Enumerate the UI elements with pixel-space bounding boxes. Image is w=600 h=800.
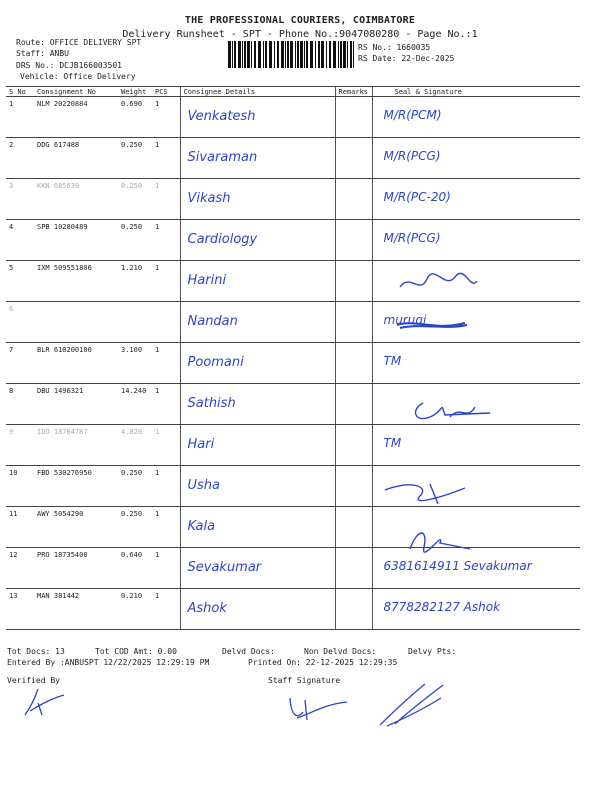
table-row bbox=[6, 302, 580, 343]
row-weight: 0.250 bbox=[118, 466, 152, 507]
signature-row11-icon bbox=[400, 523, 480, 555]
barcode-bar bbox=[300, 41, 303, 68]
barcode-bar bbox=[333, 41, 336, 68]
remarks-cell bbox=[335, 384, 372, 425]
barcode-bar bbox=[297, 41, 299, 68]
row-serial-number: 7 bbox=[6, 343, 34, 384]
barcode-bar bbox=[277, 41, 279, 68]
consignment-number: IDO 18784787 bbox=[34, 425, 118, 466]
barcode-bar bbox=[295, 41, 296, 68]
seal-signature-cell bbox=[372, 589, 580, 630]
consignee-name-cell bbox=[180, 466, 335, 507]
staff-signature-label: Staff Signature bbox=[268, 676, 341, 685]
barcode-bar bbox=[238, 41, 241, 68]
barcode-bar bbox=[329, 41, 331, 68]
barcode-bar bbox=[318, 41, 320, 68]
seal-signature-cell bbox=[372, 179, 580, 220]
total-docs: Tot Docs: 13 bbox=[7, 647, 65, 656]
row-pieces: 1 bbox=[152, 261, 180, 302]
table-row bbox=[6, 343, 580, 384]
remarks-cell bbox=[335, 261, 372, 302]
remarks-cell bbox=[335, 466, 372, 507]
consignee-name: Usha bbox=[187, 478, 220, 493]
barcode-bar bbox=[242, 41, 243, 68]
row-weight: 0.640 bbox=[118, 548, 152, 589]
barcode-bar bbox=[350, 41, 352, 68]
seal-signature-cell bbox=[372, 343, 580, 384]
consignee-name-cell bbox=[180, 179, 335, 220]
signature-row5-icon bbox=[395, 265, 485, 305]
table-row bbox=[6, 97, 580, 138]
row-serial-number: 4 bbox=[6, 220, 34, 261]
remarks-cell bbox=[335, 343, 372, 384]
consignee-name: Ashok bbox=[187, 601, 227, 616]
consignee-name-cell bbox=[180, 261, 335, 302]
row-weight: 0.250 bbox=[118, 179, 152, 220]
rs-number: RS No.: 1660035 bbox=[358, 43, 431, 52]
row-serial-number: 3 bbox=[6, 179, 34, 220]
consignee-name: Sevakumar bbox=[187, 560, 262, 575]
consignment-number: IXM 509551806 bbox=[34, 261, 118, 302]
barcode-bar bbox=[228, 41, 231, 68]
drs-number: DRS No.: DCJB166003501 bbox=[16, 61, 122, 70]
consignment-number: FBD 530276950 bbox=[34, 466, 118, 507]
row-pieces: 1 bbox=[152, 343, 180, 384]
remarks-cell bbox=[335, 425, 372, 466]
barcode-bar bbox=[290, 41, 293, 68]
consignee-name-cell bbox=[180, 507, 335, 548]
barcode-bar bbox=[285, 41, 286, 68]
remarks-cell bbox=[335, 548, 372, 589]
seal-signature: 8778282127 Ashok bbox=[383, 600, 501, 614]
row-serial-number: 11 bbox=[6, 507, 34, 548]
seal-signature: TM bbox=[383, 436, 402, 450]
row-pieces: 1 bbox=[152, 466, 180, 507]
route-label: Route: OFFICE DELIVERY SPT bbox=[16, 38, 142, 47]
col-seal-header: Seal & Signature bbox=[372, 87, 580, 97]
barcode-bar bbox=[274, 41, 275, 68]
consignee-name: Vikash bbox=[187, 191, 231, 206]
row-serial-number: 9 bbox=[6, 425, 34, 466]
barcode-bar bbox=[306, 41, 308, 68]
barcode-bar bbox=[343, 41, 346, 68]
consignee-name: Poomani bbox=[187, 355, 244, 370]
barcode-bar bbox=[338, 41, 339, 68]
seal-signature-cell bbox=[372, 220, 580, 261]
signature-row10-icon bbox=[380, 478, 470, 508]
entered-by: Entered By :ANBUSPT 12/22/2025 12:29:19 PM bbox=[7, 658, 210, 667]
row-weight bbox=[118, 302, 152, 343]
row-serial-number: 5 bbox=[6, 261, 34, 302]
consignment-number: PRO 18735400 bbox=[34, 548, 118, 589]
table-row bbox=[6, 425, 580, 466]
col-remarks-header: Remarks bbox=[335, 87, 372, 97]
table-row bbox=[6, 138, 580, 179]
runsheet-title: THE PROFESSIONAL COURIERS, COIMBATORE bbox=[184, 15, 416, 26]
remarks-cell bbox=[335, 97, 372, 138]
vehicle-label: Vehicle: Office Delivery bbox=[20, 72, 136, 81]
table-row bbox=[6, 507, 580, 548]
table-row bbox=[6, 466, 580, 507]
consignee-name-cell bbox=[180, 97, 335, 138]
row-pieces: 1 bbox=[152, 179, 180, 220]
row-serial-number: 2 bbox=[6, 138, 34, 179]
row-pieces: 1 bbox=[152, 384, 180, 425]
consignee-name-cell bbox=[180, 302, 335, 343]
consignee-name-cell bbox=[180, 343, 335, 384]
consignment-number: DBU 1496321 bbox=[34, 384, 118, 425]
barcode-bar bbox=[315, 41, 316, 68]
barcode-bar bbox=[265, 41, 267, 68]
row-weight: 0.250 bbox=[118, 507, 152, 548]
col-pcs-header: PCS bbox=[152, 87, 180, 97]
verifier-signature-icon bbox=[20, 685, 70, 720]
row-pieces: 1 bbox=[152, 507, 180, 548]
table-row bbox=[6, 220, 580, 261]
row-pieces bbox=[152, 302, 180, 343]
consignee-name: Nandan bbox=[187, 314, 238, 329]
barcode-bar bbox=[340, 41, 342, 68]
col-consignment-header: Consignment No bbox=[34, 87, 118, 97]
non-delivered-docs: Non Delvd Docs: bbox=[304, 647, 377, 656]
row-pieces: 1 bbox=[152, 589, 180, 630]
seal-signature: M/R(PCM) bbox=[383, 108, 442, 122]
row-pieces: 1 bbox=[152, 425, 180, 466]
barcode-bar bbox=[263, 41, 264, 68]
barcode-bar bbox=[287, 41, 289, 68]
row-pieces: 1 bbox=[152, 97, 180, 138]
consignee-name-cell bbox=[180, 220, 335, 261]
consignment-number: KKN 685639 bbox=[34, 179, 118, 220]
consignment-number: BLR 610200100 bbox=[34, 343, 118, 384]
row-pieces: 1 bbox=[152, 220, 180, 261]
row-serial-number: 10 bbox=[6, 466, 34, 507]
row-weight: 3.100 bbox=[118, 343, 152, 384]
col-consignee-header: Consignee Details bbox=[180, 87, 335, 97]
remarks-cell bbox=[335, 302, 372, 343]
seal-signature-cell bbox=[372, 97, 580, 138]
total-cod-amount: Tot COD Amt: 0.00 bbox=[95, 647, 177, 656]
barcode-bar bbox=[269, 41, 272, 68]
barcode-bar bbox=[326, 41, 327, 68]
consignee-name: Sathish bbox=[187, 396, 236, 411]
row-weight: 0.210 bbox=[118, 589, 152, 630]
row-weight: 0.250 bbox=[118, 138, 152, 179]
table-row bbox=[6, 261, 580, 302]
seal-signature-cell bbox=[372, 425, 580, 466]
printed-on: Printed On: 22-12-2025 12:29:35 bbox=[248, 658, 398, 667]
row-serial-number: 6 bbox=[6, 302, 34, 343]
table-row bbox=[6, 179, 580, 220]
table-header-row bbox=[6, 87, 580, 97]
barcode-icon bbox=[228, 41, 354, 68]
remarks-cell bbox=[335, 179, 372, 220]
barcode-bar bbox=[234, 41, 236, 68]
remarks-cell bbox=[335, 507, 372, 548]
barcode-bar bbox=[281, 41, 284, 68]
consignee-name-cell bbox=[180, 589, 335, 630]
barcode-bar bbox=[310, 41, 313, 68]
row-weight: 0.690 bbox=[118, 97, 152, 138]
staff-signature-icon bbox=[285, 690, 355, 725]
barcode-bar bbox=[258, 41, 261, 68]
barcode-bar bbox=[347, 41, 348, 68]
delivered-docs: Delvd Docs: bbox=[222, 647, 275, 656]
barcode-bar bbox=[321, 41, 324, 68]
row-serial-number: 12 bbox=[6, 548, 34, 589]
row-weight: 1.210 bbox=[118, 261, 152, 302]
consignee-name: Venkatesh bbox=[187, 109, 256, 124]
barcode-bar bbox=[353, 41, 354, 68]
barcode-bar bbox=[232, 41, 233, 68]
signature-row8-icon bbox=[405, 395, 495, 430]
table-row bbox=[6, 589, 580, 630]
barcode-bar bbox=[254, 41, 256, 68]
rs-date: RS Date: 22-Dec-2025 bbox=[358, 54, 455, 63]
row-pieces: 1 bbox=[152, 548, 180, 589]
consignment-number: NLM 20220884 bbox=[34, 97, 118, 138]
consignment-number bbox=[34, 302, 118, 343]
delivery-points: Delvy Pts: bbox=[408, 647, 457, 656]
table-row bbox=[6, 548, 580, 589]
consignee-name: Cardiology bbox=[187, 232, 258, 247]
seal-signature: M/R(PC-20) bbox=[383, 190, 451, 204]
seal-signature: M/R(PCG) bbox=[383, 231, 441, 245]
consignee-name: Sivaraman bbox=[187, 150, 258, 165]
runsheet-table bbox=[6, 86, 580, 630]
consignee-name: Hari bbox=[187, 437, 215, 452]
signature-row6-scribble-icon bbox=[395, 315, 475, 335]
row-weight: 14.240 bbox=[118, 384, 152, 425]
runsheet-subtitle: Delivery Runsheet - SPT - Phone No.:9047080280 - Page No.:1 bbox=[122, 29, 478, 40]
barcode-bar bbox=[251, 41, 252, 68]
row-serial-number: 1 bbox=[6, 97, 34, 138]
consignment-number: DDG 617488 bbox=[34, 138, 118, 179]
consignee-name: Harini bbox=[187, 273, 227, 288]
consignee-name: Kala bbox=[187, 519, 216, 534]
remarks-cell bbox=[335, 589, 372, 630]
barcode-bar bbox=[304, 41, 305, 68]
verified-by-label: Verified By bbox=[7, 676, 60, 685]
seal-signature: M/R(PCG) bbox=[383, 149, 441, 163]
consignee-name-cell bbox=[180, 384, 335, 425]
row-serial-number: 13 bbox=[6, 589, 34, 630]
consignment-number: SPB 10280489 bbox=[34, 220, 118, 261]
row-pieces: 1 bbox=[152, 138, 180, 179]
row-serial-number: 8 bbox=[6, 384, 34, 425]
seal-signature: 6381614911 Sevakumar bbox=[383, 559, 532, 573]
consignment-number: AWY 5054290 bbox=[34, 507, 118, 548]
remarks-cell bbox=[335, 220, 372, 261]
col-sno-header: S No bbox=[6, 87, 34, 97]
staff-label: Staff: ANBU bbox=[16, 49, 69, 58]
col-weight-header: Weight bbox=[118, 87, 152, 97]
consignee-name-cell bbox=[180, 548, 335, 589]
consignee-name-cell bbox=[180, 425, 335, 466]
staff-signature-2-icon bbox=[375, 680, 450, 730]
consignee-name-cell bbox=[180, 138, 335, 179]
consignment-number: MAN 381442 bbox=[34, 589, 118, 630]
seal-signature-cell bbox=[372, 138, 580, 179]
seal-signature: TM bbox=[383, 354, 402, 368]
row-weight: 4.820 bbox=[118, 425, 152, 466]
remarks-cell bbox=[335, 138, 372, 179]
barcode-bar bbox=[244, 41, 246, 68]
row-weight: 0.250 bbox=[118, 220, 152, 261]
seal-signature: murugi bbox=[383, 313, 427, 327]
barcode-bar bbox=[247, 41, 250, 68]
